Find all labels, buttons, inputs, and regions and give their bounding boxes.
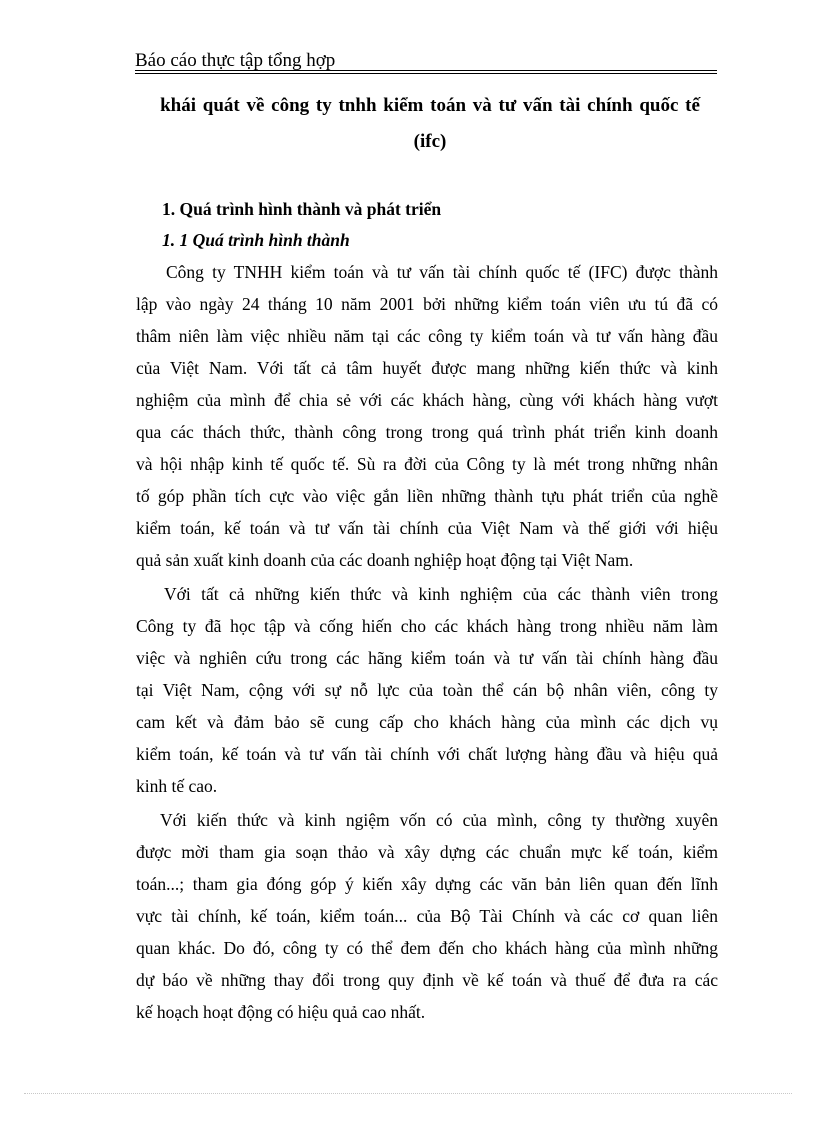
paragraph-2-line: kiểm toán, kế toán và tư vấn tài chính với chất lượng hàng đầu và hiệu quả bbox=[136, 744, 718, 764]
paragraph-3-line: toán...; tham gia đóng góp ý kiến xây dựng các văn bản liên quan đến lĩnh bbox=[136, 874, 718, 894]
section-heading: 1. Quá trình hình thành và phát triển bbox=[162, 199, 442, 219]
paragraph-1-line: qua các thách thức, thành công trong trong quá trình phát triển kinh doanh bbox=[136, 422, 718, 442]
paragraph-1-line: tố góp phần tích cực vào việc gắn liền những thành tựu phát triển của nghề bbox=[136, 486, 718, 506]
paragraph-1-line: thâm niên làm việc nhiều năm tại các công ty kiểm toán và tư vấn hàng đầu bbox=[136, 326, 718, 346]
paragraph-3-line: được mời tham gia soạn thảo và xây dựng các chuẩn mực kế toán, kiểm bbox=[136, 842, 718, 862]
paragraph-1-line: lập vào ngày 24 tháng 10 năm 2001 bởi những kiểm toán viên ưu tú đã có bbox=[136, 294, 718, 314]
paragraph-3-line: dự báo về những thay đổi trong quy định về kế toán và thuế để đưa ra các bbox=[136, 970, 718, 990]
paragraph-3-line: vực tài chính, kế toán, kiểm toán... của Bộ Tài Chính và các cơ quan liên bbox=[136, 906, 718, 926]
header-title: Báo cáo thực tập tổng hợp bbox=[135, 50, 336, 71]
paragraph-3-line: quan khác. Do đó, công ty có thể đem đến cho khách hàng của mình những bbox=[136, 938, 718, 958]
header-rule-double bbox=[135, 73, 717, 74]
paragraph-1-line: của Việt Nam. Với tất cả tâm huyết được mang những kiến thức và kinh bbox=[136, 358, 718, 378]
paragraph-2-line: việc và nghiên cứu trong các hãng kiểm toán và tư vấn tài chính hàng đầu bbox=[136, 648, 718, 668]
page-bottom-divider bbox=[24, 1093, 792, 1094]
paragraph-1-line: Công ty TNHH kiểm toán và tư vấn tài chính quốc tế (IFC) được thành bbox=[166, 262, 718, 282]
paragraph-1-line: và hội nhập kinh tế quốc tế. Sù ra đời của Công ty là mét trong những nhân bbox=[136, 454, 718, 474]
document-title: khái quát về công ty tnhh kiểm toán và tư vấn tài chính quốc tế bbox=[160, 95, 700, 116]
paragraph-2-line: Công ty đã học tập và cống hiến cho các khách hàng trong nhiều năm làm bbox=[136, 616, 718, 636]
paragraph-2-line: tại Việt Nam, cộng với sự nỗ lực của toàn thể cán bộ nhân viên, công ty bbox=[136, 680, 718, 700]
header-rule bbox=[135, 70, 717, 71]
paragraph-2-line: kinh tế cao. bbox=[136, 776, 218, 796]
document-title-abbrev: (ifc) bbox=[413, 131, 447, 152]
paragraph-3-line: Với kiến thức và kinh ngiệm vốn có của mình, công ty thường xuyên bbox=[160, 810, 718, 830]
paragraph-2-line: Với tất cả những kiến thức và kinh nghiệm của các thành viên trong bbox=[164, 584, 718, 604]
paragraph-2-line: cam kết và đảm bảo sẽ cung cấp cho khách hàng của mình các dịch vụ bbox=[136, 712, 718, 732]
page-header bbox=[135, 50, 717, 72]
subsection-heading: 1. 1 Quá trình hình thành bbox=[162, 230, 350, 250]
paragraph-1-line: nghiệm của mình để chia sẻ với các khách hàng, cùng với khách hàng vượt bbox=[136, 390, 718, 410]
paragraph-3-line: kế hoạch hoạt động có hiệu quả cao nhất. bbox=[136, 1002, 426, 1022]
paragraph-1-line: kiểm toán, kế toán và tư vấn tài chính của Việt Nam và thế giới với hiệu bbox=[136, 518, 718, 538]
paragraph-1-line: quả sản xuất kinh doanh của các doanh nghiệp hoạt động tại Việt Nam. bbox=[136, 550, 634, 570]
